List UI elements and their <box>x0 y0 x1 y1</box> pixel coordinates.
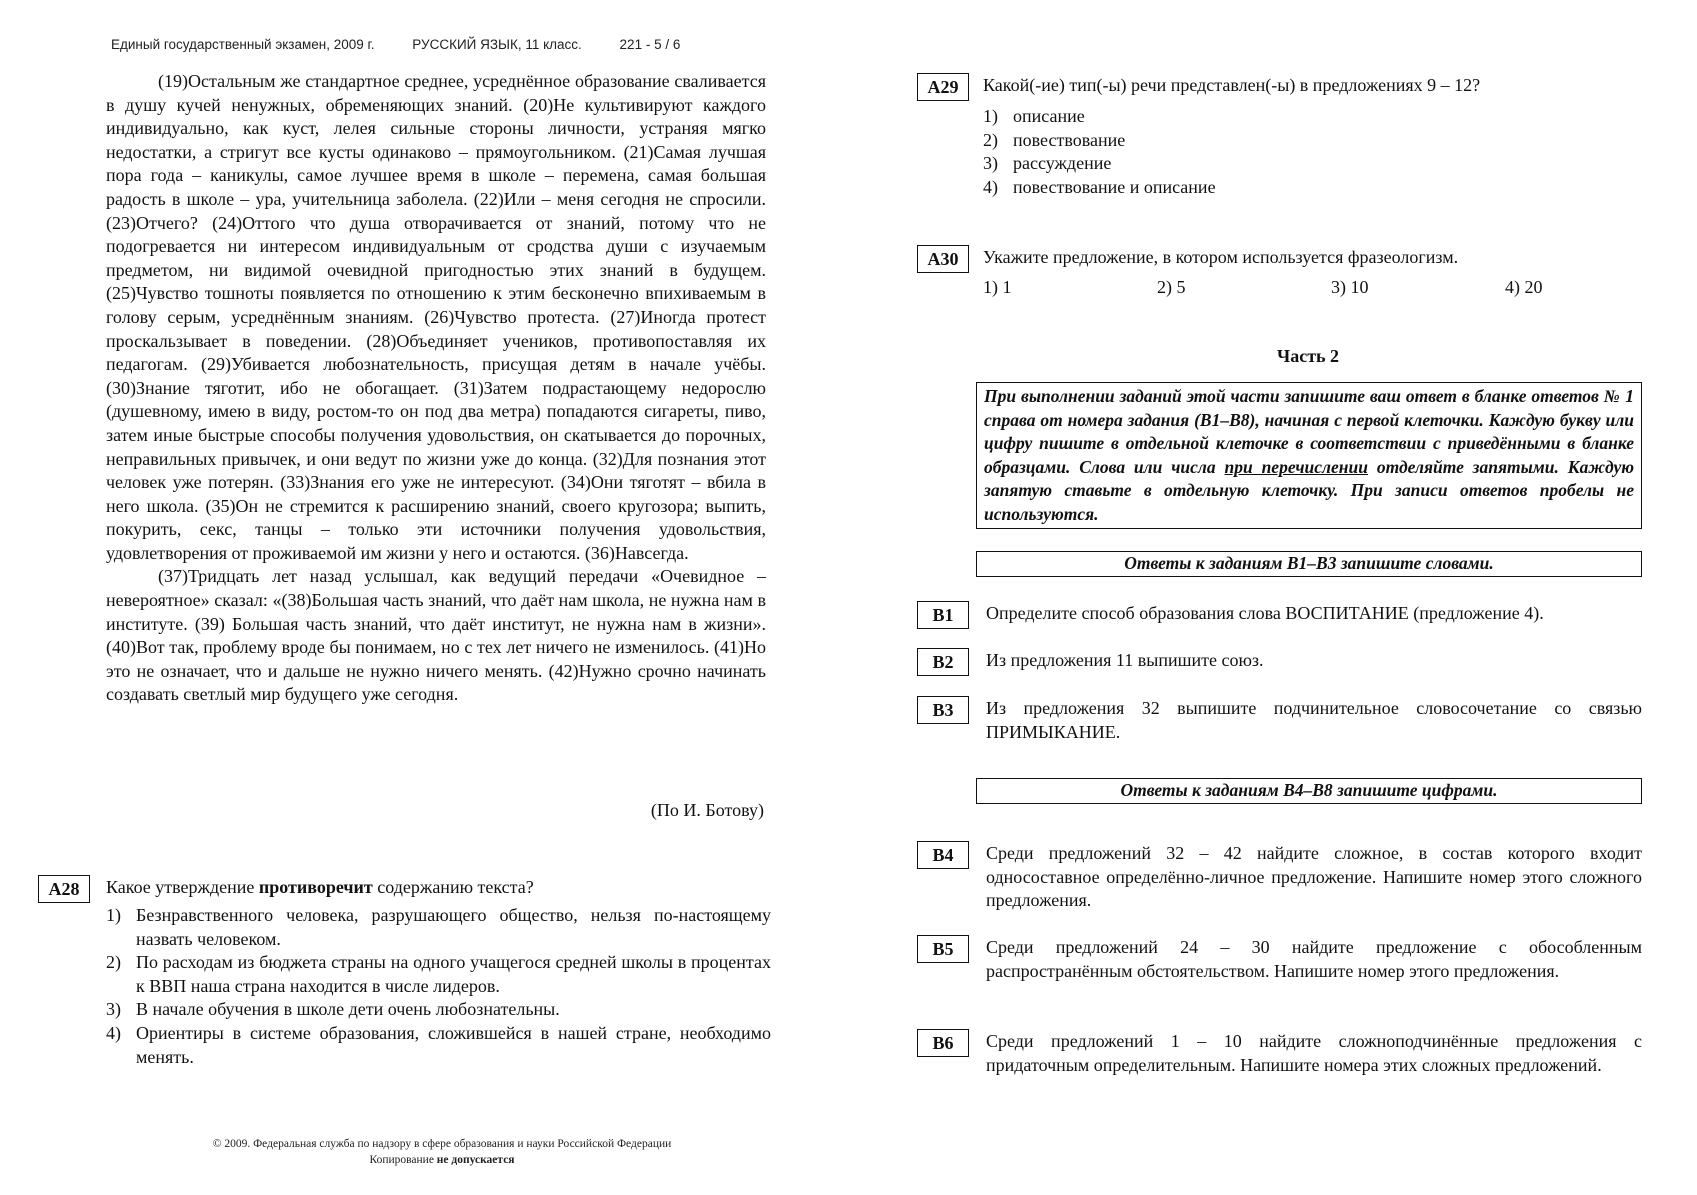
option-text: Ориентиры в системе образования, сложившейся в нашей стране, необходимо менять. <box>136 1022 771 1067</box>
task-b3-text: Из предложения 32 выпишите подчинительное словосочетание со связью ПРИМЫКАНИЕ. <box>986 698 1642 742</box>
variant-code: 221 - 5 / 6 <box>619 37 681 52</box>
task-label-b3: B3 <box>917 696 969 724</box>
a28-option[interactable] <box>106 904 771 951</box>
a29-option[interactable] <box>983 176 1383 200</box>
task-b5-text: Среди предложений 24 – 30 найдите предложение с обособленным распространённым обстоятельством. Напишите номер этого предложения. <box>986 937 1642 981</box>
answers-words-banner: Ответы к заданиям B1–B3 запишите словами. <box>976 551 1642 577</box>
copyright: © 2009. Федеральная служба по надзору в сфере образования и науки Российской Федерации <box>212 1138 672 1150</box>
option-number: 1) <box>106 905 121 925</box>
option-number: 3) <box>106 999 121 1020</box>
option-number: 1) <box>983 106 998 126</box>
text-source: (По И. Ботову) <box>650 800 764 820</box>
option-text: повествование <box>1013 129 1126 150</box>
a30-option[interactable]: 2) 5 <box>1157 277 1186 297</box>
a28-option[interactable] <box>106 998 771 1022</box>
option-number: 2) <box>983 129 998 150</box>
task-label-b2: B2 <box>917 648 969 676</box>
option-number: 4) <box>983 176 998 197</box>
a28-question-emphasis: противоречит <box>258 877 373 897</box>
part2-instructions <box>976 382 1642 529</box>
copy-notice <box>172 1152 712 1168</box>
a30-option[interactable]: 1) 1 <box>983 277 1012 297</box>
option-text: По расходам из бюджета страны на одного учащегося средней школы в процентах к ВВП наша страна находится в числе лидеров. <box>136 952 771 996</box>
task-label-a28: A28 <box>38 875 90 903</box>
text-paragraph-2: (37)Тридцать лет назад услышал, как ведущий передачи «Очевидное – невероятное» сказал: «(38)Большая часть знаний, что даёт нам школа, не нужна нам в институте. (39) Большая часть знаний, что даёт институт, не нужна нам в жизни». (40)Вот так, проблему вроде бы понимаем, но с тех лет ничего не изменилось. (41)Но это не означает, что и дальше не нужно ничего менять. (42)Нужно срочно начинать создавать светлый мир будущего уже сегодня. <box>106 566 766 705</box>
task-label-b5: B5 <box>917 935 969 963</box>
task-a28-question <box>106 876 771 900</box>
task-label-b1: B1 <box>917 601 969 629</box>
option-number: 3) <box>983 153 998 174</box>
task-a29-question: Какой(-ие) тип(-ы) речи представлен(-ы) в предложениях 9 – 12? <box>983 75 1481 95</box>
reading-text <box>106 70 766 707</box>
instr-underlined: при перечислении <box>1224 456 1368 477</box>
task-label-a30: A30 <box>917 245 969 273</box>
a28-question-part: содержанию текста? <box>372 877 534 897</box>
copy-notice-bold: не допускается <box>436 1154 515 1166</box>
task-label-b4: B4 <box>917 841 969 869</box>
task-label-a29: A29 <box>917 73 969 101</box>
text-paragraph-1: (19)Остальным же стандартное среднее, усреднённое образование сваливается в душу кучей ненужных, обременяющих знаний. (20)Не культивируют каждого индивидуально, как куст, лелея сильные стороны личности, устраняя мягко недостатки, а стригут все кусты одинаково – прямоугольником. (21)Самая лучшая пора года – каникулы, самое лучшее время в школе – перемена, самая большая радость в школе – ура, учительница заболела. (22)Или – меня сегодня не спросили. (23)Отчего? (24)Оттого что душа отворачивается от знаний, потому что не подогревается ни интересом индивидуальным от сродства души с изучаемым предметом, ни видимой очевидной пригодностью этих знаний в будущем. (25)Чувство тошноты появляется по отношению к этим бесконечно впихиваемым в голову серым, усреднённым знаниям. (26)Чувство протеста. (27)Иногда протест проскальзывает в поведении. (28)Объединяет учеников, противопоставляя их педагогам. (29)Убивается любознательность, присущая детям в начале учёбы. (30)Знание тяготит, ибо не обогащает. (31)Затем подрастающему недорослю (душевному, имею в виду, ростом-то он под два метра) попадаются сигареты, пиво, затем иные быстрые способы получения удовольствия, он скатывается до порочных, неправильных привычек, и они ведут по жизни уже до конца. (32)Для познания этот человек уже потерян. (33)Знания его уже не интересуют. (34)Они тяготят – вбила в него школа. (35)Он не стремится к расширению знаний, своего кругозора; выпить, покурить, секс, танцы – только эти источники получения удовольствия, удовлетворения от проживаемой им жизни у него и остаются. (36)Навсегда. <box>106 71 766 563</box>
task-b6-text: Среди предложений 1 – 10 найдите сложноподчинённые предложения с придаточным определительным. Напишите номера этих сложных предложений. <box>986 1031 1642 1075</box>
answers-digits-banner: Ответы к заданиям B4–B8 запишите цифрами. <box>976 778 1642 804</box>
a29-option[interactable] <box>983 129 1383 153</box>
task-label-b6: B6 <box>917 1029 969 1057</box>
task-a30-question: Укажите предложение, в котором используется фразеологизм. <box>983 247 1459 267</box>
a28-question-part: Какое утверждение <box>106 877 259 897</box>
a28-option[interactable] <box>106 951 771 998</box>
task-b4-text: Среди предложений 32 – 42 найдите сложное, в состав которого входит односоставное определённо-личное предложение. Напишите номер этого сложного предложения. <box>986 843 1642 911</box>
option-text: описание <box>1013 106 1085 126</box>
page-header <box>111 37 714 52</box>
instr-text: отделяйте запятыми. Каждую запятую ставьте в отдельную клеточку. При записи ответов пробелы не используются. <box>984 456 1634 524</box>
task-b2-text: Из предложения 11 выпишите союз. <box>986 650 1264 670</box>
option-number: 2) <box>106 952 121 973</box>
task-b1-text: Определите способ образования слова ВОСПИТАНИЕ (предложение 4). <box>986 603 1544 623</box>
option-text: повествование и описание <box>1013 176 1216 197</box>
option-text: рассуждение <box>1013 153 1112 174</box>
option-number: 4) <box>106 1022 121 1043</box>
part2-title: Часть 2 <box>1277 346 1340 366</box>
page-footer <box>172 1136 712 1168</box>
exam-title: Единый государственный экзамен, 2009 г. <box>111 37 375 52</box>
a30-option[interactable]: 4) 20 <box>1505 277 1543 297</box>
option-text: Безнравственного человека, разрушающего общество, нельзя по-настоящему назвать человеком. <box>136 905 771 949</box>
a29-options <box>983 105 1383 199</box>
instr-text: При выполнении заданий этой части запишите ваш ответ в бланке ответов № 1 справа от номера задания (B1–B8), начиная с первой клеточки. Каждую букву или цифру пишите в отдельной клеточке в соответствии с приведёнными в бланке образцами. Слова или числа <box>984 386 1634 477</box>
option-text: В начале обучения в школе дети очень любознательны. <box>136 999 560 1020</box>
a30-options <box>983 277 1679 298</box>
a28-option[interactable] <box>106 1022 771 1069</box>
a30-option[interactable]: 3) 10 <box>1331 277 1369 297</box>
a29-option[interactable] <box>983 105 1383 129</box>
copy-notice-text: Копирование <box>369 1154 437 1166</box>
subject-title: РУССКИЙ ЯЗЫК, 11 класс. <box>412 37 582 52</box>
a28-options <box>106 904 771 1069</box>
a29-option[interactable] <box>983 152 1383 176</box>
